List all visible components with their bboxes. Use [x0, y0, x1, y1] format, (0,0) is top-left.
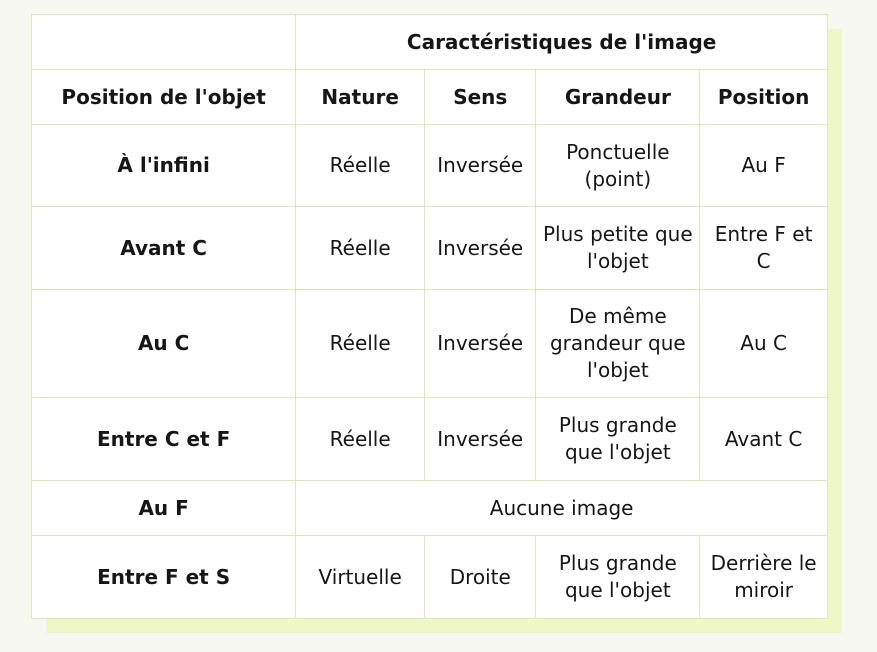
row-position-objet: Entre F et S	[32, 536, 296, 619]
row-position-objet: Entre C et F	[32, 398, 296, 481]
cell-sens: Inversée	[425, 125, 536, 207]
cell-position: Avant C	[700, 398, 828, 481]
cell-position: Entre F et C	[700, 207, 828, 290]
cell-sens: Inversée	[425, 207, 536, 290]
cell-nature: Réelle	[296, 207, 425, 290]
row-position-objet: Au F	[32, 481, 296, 536]
super-header: Caractéristiques de l'image	[296, 15, 828, 70]
cell-sens: Droite	[425, 536, 536, 619]
cell-nature: Réelle	[296, 290, 425, 398]
image-characteristics-table	[31, 14, 828, 619]
table-row	[32, 398, 828, 481]
cell-nature: Réelle	[296, 125, 425, 207]
super-header-row	[32, 15, 828, 70]
cell-sens: Inversée	[425, 398, 536, 481]
cell-position: Au C	[700, 290, 828, 398]
header-grandeur: Grandeur	[536, 70, 700, 125]
cell-grandeur: Plus grande que l'objet	[536, 398, 700, 481]
empty-corner-cell	[32, 15, 296, 70]
table-row	[32, 536, 828, 619]
table-row	[32, 125, 828, 207]
header-sens: Sens	[425, 70, 536, 125]
table-row	[32, 207, 828, 290]
row-position-objet: À l'infini	[32, 125, 296, 207]
cell-no-image: Aucune image	[296, 481, 828, 536]
row-position-objet: Avant C	[32, 207, 296, 290]
header-position-objet: Position de l'objet	[32, 70, 296, 125]
header-nature: Nature	[296, 70, 425, 125]
cell-nature: Réelle	[296, 398, 425, 481]
cell-position: Au F	[700, 125, 828, 207]
cell-grandeur: De même grandeur que l'objet	[536, 290, 700, 398]
header-position: Position	[700, 70, 828, 125]
cell-grandeur: Plus petite que l'objet	[536, 207, 700, 290]
cell-sens: Inversée	[425, 290, 536, 398]
cell-grandeur: Plus grande que l'objet	[536, 536, 700, 619]
cell-position: Derrière le miroir	[700, 536, 828, 619]
row-position-objet: Au C	[32, 290, 296, 398]
cell-nature: Virtuelle	[296, 536, 425, 619]
table-row	[32, 290, 828, 398]
cell-grandeur: Ponctuelle (point)	[536, 125, 700, 207]
header-row	[32, 70, 828, 125]
table-row	[32, 481, 828, 536]
